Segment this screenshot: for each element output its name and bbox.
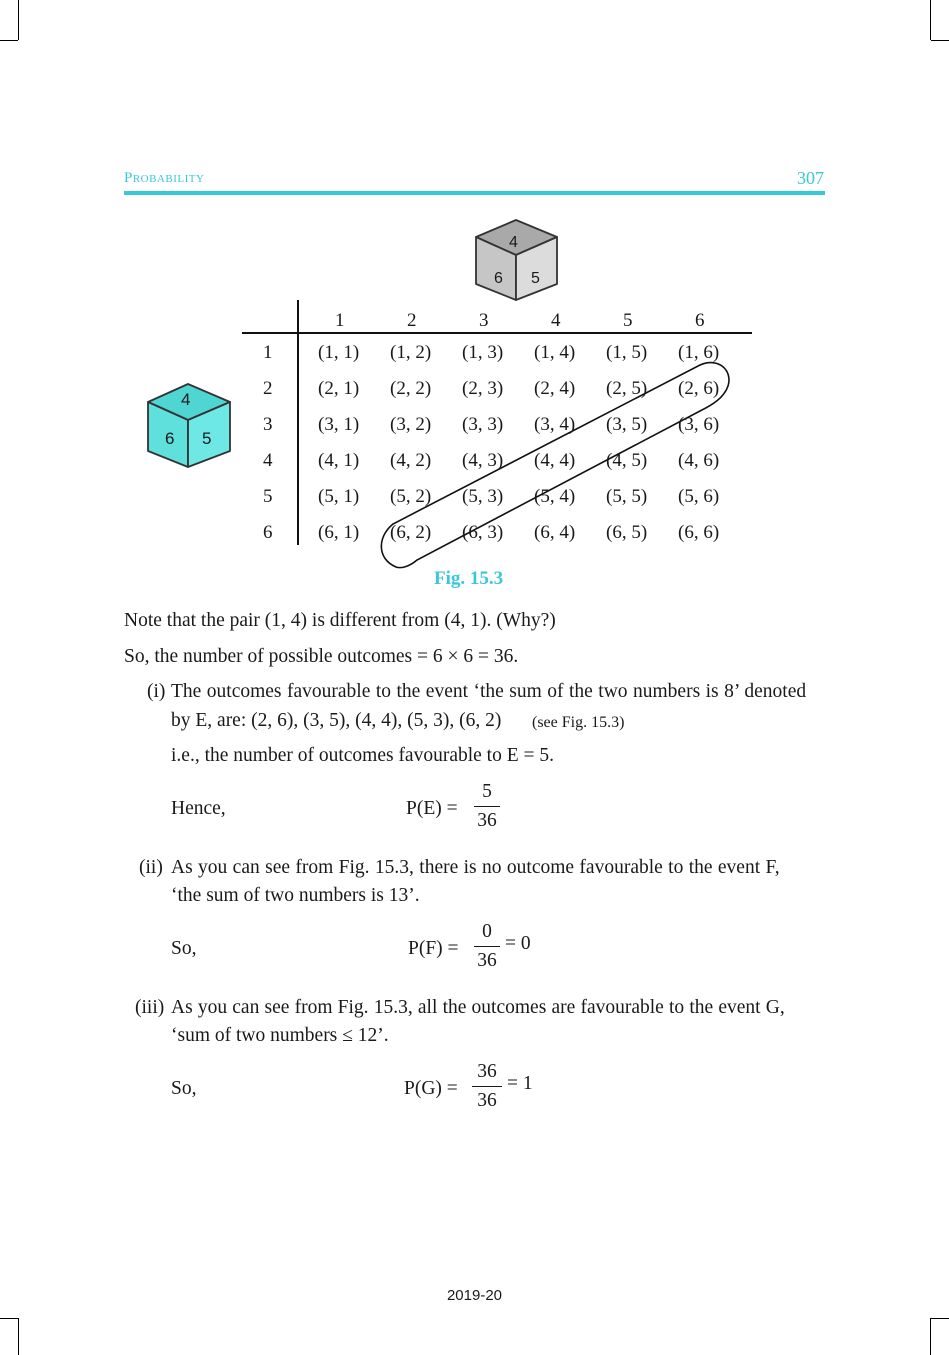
table-cell: (2, 4) (534, 378, 576, 399)
table-cell: (5, 3) (462, 486, 504, 507)
table-cell: (3, 1) (318, 414, 360, 435)
part-i-line: The outcomes favourable to the event ‘the sum of the two numbers is 8’ denoted (171, 681, 807, 702)
part-iii-line: ‘sum of two numbers ≤ 12’. (171, 1025, 389, 1046)
row-header: 3 (263, 414, 273, 435)
table-cell: (6, 4) (534, 522, 576, 543)
left-die-face-label: 4 (181, 390, 191, 409)
part-ii-label: (ii) (139, 857, 163, 878)
table-cell: (6, 5) (606, 522, 648, 543)
top-die-face-label: 4 (509, 234, 518, 251)
table-cell: (2, 1) (318, 378, 360, 399)
table-cell: (1, 6) (678, 342, 720, 363)
fraction-bar (474, 946, 500, 947)
row-header: 6 (263, 522, 273, 543)
left-die-face-label: 6 (165, 429, 175, 448)
table-cell: (5, 2) (390, 486, 432, 507)
so-label: So, (171, 938, 197, 959)
fraction (472, 1060, 502, 1113)
left-die-face-label: 5 (202, 429, 212, 448)
crop-mark (18, 1318, 19, 1355)
table-cell: (1, 4) (534, 342, 576, 363)
so-label: So, (171, 1078, 197, 1099)
figure-reference: (see Fig. 15.3) (532, 714, 625, 731)
table-cell: (2, 5) (606, 378, 648, 399)
column-header: 1 (335, 310, 345, 331)
table-cell: (6, 6) (678, 522, 720, 543)
table-cell: (5, 5) (606, 486, 648, 507)
page-number: 307 (797, 168, 824, 188)
probability-rhs: = 1 (507, 1073, 533, 1094)
part-i-label: (i) (147, 681, 166, 702)
outcomes-paragraph: So, the number of possible outcomes = 6 × 6 = 36. (124, 646, 519, 667)
probability-lhs: P(F) = (408, 938, 459, 959)
table-cell: (3, 5) (606, 414, 648, 435)
column-header: 2 (407, 310, 417, 331)
top-die-face-label: 5 (531, 270, 540, 287)
table-cell: (5, 6) (678, 486, 720, 507)
part-i-line: by E, are: (2, 6), (3, 5), (4, 4), (5, 3), (6, 2) (171, 710, 502, 731)
table-cell: (4, 6) (678, 450, 720, 471)
table-cell: (1, 2) (390, 342, 432, 363)
table-cell: (4, 5) (606, 450, 648, 471)
row-header: 4 (263, 450, 273, 471)
crop-mark (931, 1318, 949, 1319)
probability-lhs: P(E) = (406, 798, 458, 819)
table-cell: (3, 2) (390, 414, 432, 435)
table-cell: (3, 3) (462, 414, 504, 435)
fraction-bar (474, 806, 500, 807)
table-cell: (6, 3) (462, 522, 504, 543)
table-cell: (4, 3) (462, 450, 504, 471)
fraction (474, 920, 500, 973)
crop-mark (0, 1318, 18, 1319)
table-cell: (5, 4) (534, 486, 576, 507)
top-die-face-label: 6 (494, 270, 503, 287)
chapter-title: Probability (124, 170, 205, 186)
figure-graphics (0, 0, 949, 600)
column-header: 5 (623, 310, 633, 331)
probability-rhs: = 0 (505, 933, 531, 954)
table-cell: (4, 1) (318, 450, 360, 471)
probability-lhs: P(G) = (404, 1078, 458, 1099)
column-header: 6 (695, 310, 705, 331)
row-header: 2 (263, 378, 273, 399)
table-cell: (1, 1) (318, 342, 360, 363)
table-cell: (5, 1) (318, 486, 360, 507)
fraction-numerator: 0 (482, 921, 492, 942)
table-cell: (2, 3) (462, 378, 504, 399)
table-cell: (3, 4) (534, 414, 576, 435)
table-cell: (6, 2) (390, 522, 432, 543)
row-header: 5 (263, 486, 273, 507)
part-iii-label: (iii) (135, 997, 165, 1018)
table-cell: (1, 3) (462, 342, 504, 363)
note-paragraph: Note that the pair (1, 4) is different from (4, 1). (Why?) (124, 610, 556, 631)
fraction-numerator: 5 (482, 781, 492, 802)
fraction-bar (472, 1086, 502, 1087)
column-header: 3 (479, 310, 489, 331)
fraction-denominator: 36 (477, 950, 497, 971)
part-ii-line: As you can see from Fig. 15.3, there is no outcome favourable to the event F, (171, 857, 780, 878)
part-iii-line: As you can see from Fig. 15.3, all the outcomes are favourable to the event G, (171, 997, 785, 1018)
table-cell: (6, 1) (318, 522, 360, 543)
fraction-denominator: 36 (477, 810, 497, 831)
table-cell: (3, 6) (678, 414, 720, 435)
crop-mark (930, 1318, 931, 1355)
fraction (474, 780, 500, 833)
column-header: 4 (551, 310, 561, 331)
table-cell: (1, 5) (606, 342, 648, 363)
part-ii-line: ‘the sum of two numbers is 13’. (171, 885, 420, 906)
part-i-line: i.e., the number of outcomes favourable to E = 5. (171, 745, 555, 766)
table-cell: (2, 2) (390, 378, 432, 399)
hence-label: Hence, (171, 798, 226, 819)
table-cell: (4, 2) (390, 450, 432, 471)
fraction-denominator: 36 (477, 1090, 497, 1111)
figure-caption: Fig. 15.3 (434, 568, 504, 589)
table-cell: (2, 6) (678, 378, 720, 399)
row-header: 1 (263, 342, 273, 363)
footer-year: 2019-20 (446, 1287, 503, 1304)
table-cell: (4, 4) (534, 450, 576, 471)
fraction-numerator: 36 (477, 1061, 497, 1082)
